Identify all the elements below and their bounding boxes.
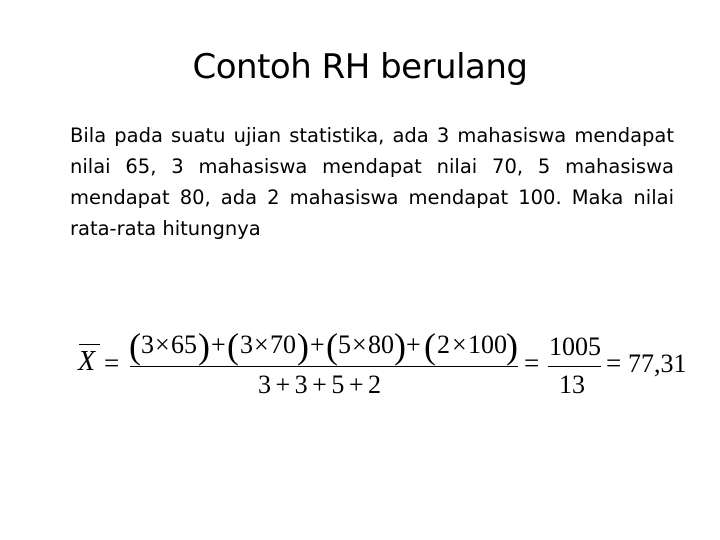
paren-close-2: )	[297, 326, 309, 366]
paren-open-4: (	[424, 326, 436, 366]
times-sign-3: ×	[352, 330, 367, 359]
plus-sign-2: +	[310, 330, 325, 359]
term-2-count: 3	[240, 330, 253, 359]
equals-sign-2: =	[524, 348, 540, 378]
term-1-count: 3	[141, 330, 154, 359]
paren-close-3: )	[394, 326, 406, 366]
equals-sign-1: =	[104, 348, 120, 378]
plus-sign-3: +	[406, 330, 421, 359]
count-denominator: 13	[559, 370, 585, 399]
sum-numerator: 1005	[549, 332, 601, 361]
slide-title: Contoh RH berulang	[192, 47, 528, 87]
paren-open-1: (	[129, 326, 141, 366]
term-3-value: 80	[368, 330, 394, 359]
problem-text: Bila pada suatu ujian statistika, ada 3 mahasiswa mendapat nilai 65, 3 mahasiswa mendapat nilai 70, 5 mahasiswa mendapat 80, ada 2 mahasiswa mendapat 100. Maka nilai rata-rata hitungnya	[70, 124, 674, 240]
fraction-bar-2	[548, 366, 601, 367]
paren-open-2: (	[227, 326, 239, 366]
term-4-count: 2	[437, 330, 450, 359]
times-sign-1: ×	[155, 330, 170, 359]
times-sign-4: ×	[452, 330, 467, 359]
times-sign-2: ×	[254, 330, 269, 359]
term-4-value: 100	[468, 330, 507, 359]
formula-variable: X	[78, 346, 96, 377]
paren-open-3: (	[326, 326, 338, 366]
term-1-value: 65	[171, 330, 197, 359]
formula-denominator: 3 + 3 + 5 + 2	[258, 370, 380, 399]
fraction-bar-main	[130, 366, 518, 367]
formula-result: 77,31	[628, 349, 687, 378]
equals-sign-3: =	[606, 348, 622, 378]
term-2-value: 70	[270, 330, 296, 359]
paren-close-4: )	[506, 326, 518, 366]
plus-sign-1: +	[211, 330, 226, 359]
paren-close-1: )	[198, 326, 210, 366]
term-3-count: 5	[338, 330, 351, 359]
